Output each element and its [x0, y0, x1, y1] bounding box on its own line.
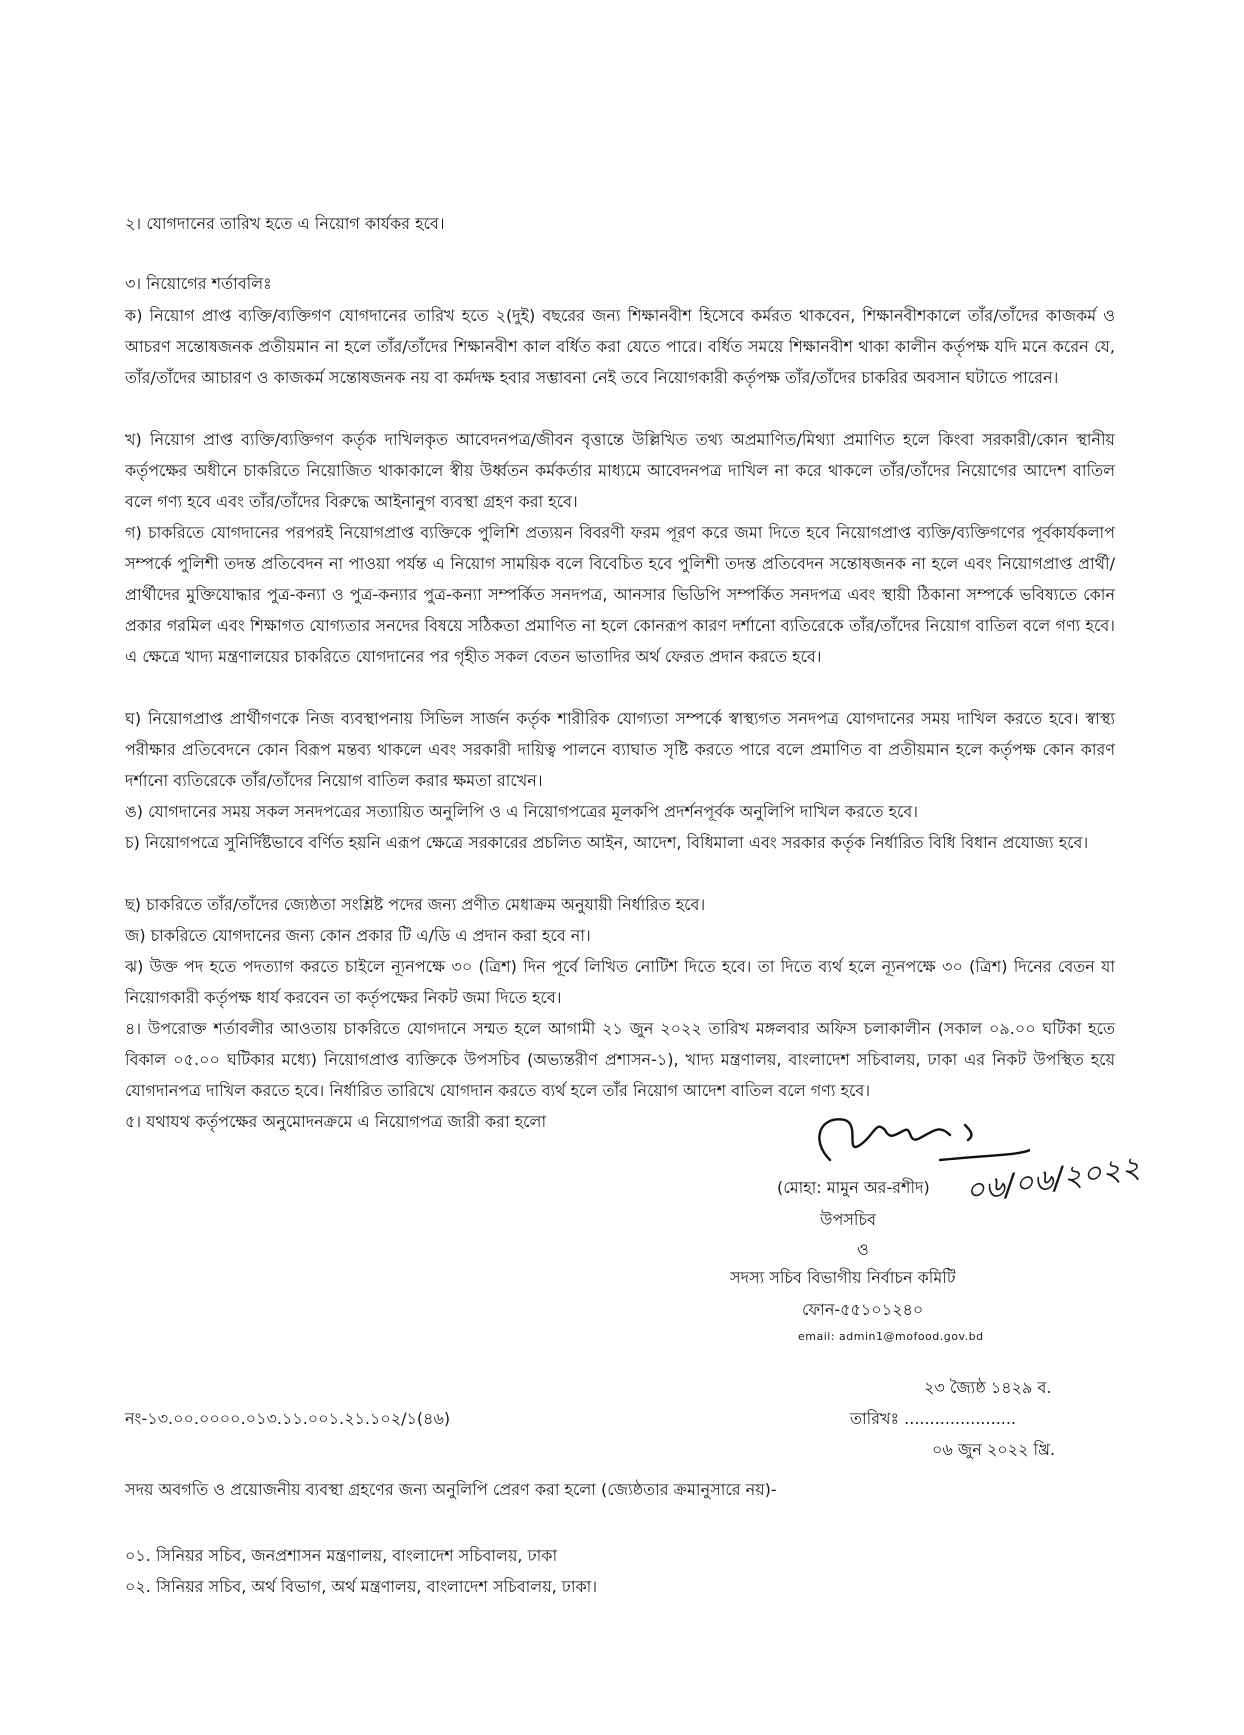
signatory-phone: ফোন-৫৫১০১২৪০: [802, 1300, 924, 1319]
signatory-and: ও: [857, 1240, 869, 1259]
clause-5: ৫। যথাযথ কর্তৃপক্ষের অনুমোদনক্রমে এ নিয়োগপত্র জারী করা হলো: [125, 1112, 547, 1131]
cc-item-1: ০১. সিনিয়র সচিব, জনপ্রশাসন মন্ত্রণালয়, বাংলাদেশ সচিবালয়, ঢাকা: [125, 1546, 558, 1565]
condition-jha: ঝ) উক্ত পদ হতে পদত্যাগ করতে চাইলে ন্যূনপক্ষে ৩০ (ত্রিশ) দিন পূর্বে লিখিত নোটিশ দিতে হবে। তা দিতে ব্যর্থ হলে ন্যূনপক্ষে ৩০ (ত্রিশ) দিনের বেতন যা নিয়োগকারী কর্তৃপক্ষ ধার্য করবেন তা কর্তৃপক্ষের নিকট জমা দিতে হবে।: [125, 957, 1115, 1007]
condition-ja: জ) চাকরিতে যোগদানের জন্য কোন প্রকার টি এ/ডি এ প্রদান করা হবে না।: [125, 926, 591, 945]
condition-uma: ঙ) যোগদানের সময় সকল সনদপত্রের সত্যায়িত অনুলিপি ও এ নিয়োগপত্রের মূলকপি প্রদর্শনপূর্বক অনুলিপি দাখিল করতে হবে।: [125, 802, 919, 821]
condition-ga: গ) চাকরিতে যোগদানের পরপরই নিয়োগপ্রাপ্ত ব্যক্তিকে পুলিশি প্রত্যয়ন বিবরণী ফরম পূরণ করে জমা দিতে হবে নিয়োগপ্রাপ্ত ব্যক্তি/ব্যক্তিগণের পূর্বকার্যকলাপ সম্পর্কে পুলিশী তদন্ত প্রতিবেদন না পাওয়া পর্যন্ত এ নিয়োগ সাময়িক বলে বিবেচিত হবে পুলিশী তদন্ত প্রতিবেদন সন্তোষজনক না হলে এবং নিয়োগপ্রাপ্ত প্রার্থী/প্রার্থীদের মুক্তিযোদ্ধার পুত্র-কন্যা ও পুত্র-কন্যার পুত্র-কন্যা সম্পর্কিত সনদপত্র, আনসার ভিডিপি সম্পর্কিত সনদপত্র এবং স্থায়ী ঠিকানা সম্পর্কে ভবিষ্যতে কোন প্রকার গরমিল এবং শিক্ষাগত যোগ্যতার সনদের বিষয়ে সঠিকতা প্রমাণিত না হলে কোনরূপ কারণ দর্শানো ব্যতিরেকে তাঁর/তাঁদের নিয়োগ বাতিল বলে গণ্য হবে। এ ক্ষেত্রে খাদ্য মন্ত্রণালয়ের চাকরিতে যোগদানের পর গৃহীত সকল বেতন ভাতাদির অর্থ ফেরত প্রদান করতে হবে।: [125, 523, 1115, 666]
condition-ka: ক) নিয়োগ প্রাপ্ত ব্যক্তি/ব্যক্তিগণ যোগদানের তারিখ হতে ২(দুই) বছরের জন্য শিক্ষানবীশ হিসেবে কর্মরত থাকবেন, শিক্ষানবীশকালে তাঁর/তাঁদের কাজকর্ম ও আচরণ সন্তোষজনক প্রতীয়মান না হলে তাঁর/তাঁদের শিক্ষানবীশ কাল বর্ধিত করা যেতে পারে। বর্ধিত সময়ে শিক্ষানবীশ থাকা কালীন কর্তৃপক্ষ যদি মনে করেন যে, তাঁর/তাঁদের আচারণ ও কাজকর্ম সন্তোষজনক নয় বা কর্মদক্ষ হবার সম্ভাবনা নেই তবে নিয়োগকারী কর্তৃপক্ষ তাঁর/তাঁদের চাকরির অবসান ঘটাতে পারেন।: [125, 306, 1115, 387]
memo-number: নং-১৩.০০.০০০০.০১৩.১১.০০১.২১.১০২/১(৪৬): [125, 1409, 451, 1428]
condition-kha: খ) নিয়োগ প্রাপ্ত ব্যক্তি/ব্যক্তিগণ কর্তৃক দাখিলকৃত আবেদনপত্র/জীবন বৃত্তান্তে উল্লিখিত তথ্য অপ্রমাণিত/মিথ্যা প্রমাণিত হলে কিংবা সরকারী/কোন স্থানীয় কর্তৃপক্ষের অধীনে চাকরিতে নিয়োজিত থাকাকালে স্বীয় উর্ধ্বতন কর্মকর্তার মাধ্যমে আবেদনপত্র দাখিল না করে থাকলে তাঁর/তাঁদের নিয়োগের আদেশ বাতিল বলে গণ্য হবে এবং তাঁর/তাঁদের বিরুদ্ধে আইনানুগ ব্যবস্থা গ্রহণ করা হবে।: [125, 430, 1115, 511]
date-label: তারিখঃ ......................: [850, 1409, 1017, 1428]
cc-item-2: ০২. সিনিয়র সচিব, অর্থ বিভাগ, অর্থ মন্ত্রণালয়, বাংলাদেশ সচিবালয়, ঢাকা।: [125, 1577, 598, 1596]
clause-2: ২। যোগদানের তারিখ হতে এ নিয়োগ কার্যকর হবে।: [125, 214, 445, 233]
condition-ca: চ) নিয়োগপত্রে সুনির্দিষ্টভাবে বর্ণিত হয়নি এরূপ ক্ষেত্রে সরকারের প্রচলিত আইন, আদেশ, বিধিমালা এবং সরকার কর্তৃক নির্ধারিত বিধি বিধান প্রযোজ্য হবে।: [125, 833, 1089, 852]
cc-intro: সদয় অবগতি ও প্রয়োজনীয় ব্যবস্থা গ্রহণের জন্য অনুলিপি প্রেরণ করা হলো (জ্যেষ্ঠতার ক্রমানুসারে নয়)-: [125, 1480, 777, 1499]
date-english: ০৬ জুন ২০২২ খ্রি.: [932, 1440, 1056, 1459]
condition-cha: ছ) চাকরিতে তাঁর/তাঁদের জ্যেষ্ঠতা সংশ্লিষ্ট পদের জন্য প্রণীত মেধাক্রম অনুযায়ী নির্ধারিত হবে।: [125, 895, 706, 914]
handwritten-date: ০৬/০৬/২০২২: [963, 1149, 1143, 1210]
clause-3-heading: ৩। নিয়োগের শর্তাবলিঃ: [125, 274, 272, 293]
signatory-email: email: admin1@mofood.gov.bd: [798, 1330, 984, 1343]
signatory-name: (মোহা: মামুন অর-রশীদ): [777, 1178, 930, 1197]
signatory-member-secretary: সদস্য সচিব বিভাগীয় নির্বাচন কমিটি: [730, 1268, 956, 1287]
condition-gha: ঘ) নিয়োগপ্রাপ্ত প্রার্থীগণকে নিজ ব্যবস্থাপনায় সিভিল সার্জন কর্তৃক শারীরিক যোগ্যতা সম্পর্কে স্বাস্থ্যগত সনদপত্র যোগদানের সময় দাখিল করতে হবে। স্বাস্থ্য পরীক্ষার প্রতিবেদনে কোন বিরূপ মন্তব্য থাকলে এবং সরকারী দায়িত্ব পালনে ব্যাঘাত সৃষ্টি করতে পারে বলে প্রমাণিত বা প্রতীয়মান হলে কর্তৃপক্ষ কোন কারণ দর্শানো ব্যতিরেকে তাঁর/তাঁদের নিয়োগ বাতিল করার ক্ষমতা রাখেন।: [125, 709, 1115, 790]
clause-4: ৪। উপরোক্ত শর্তাবলীর আওতায় চাকরিতে যোগদানে সম্মত হলে আগামী ২১ জুন ২০২২ তারিখ মঙ্গলবার অফিস চলাকালীন (সকাল ০৯.০০ ঘটিকা হতে বিকাল ০৫.০০ ঘটিকার মধ্যে) নিয়োগপ্রাপ্ত ব্যক্তিকে উপসচিব (অভ্যন্তরীণ প্রশাসন-১), খাদ্য মন্ত্রণালয়, বাংলাদেশ সচিবালয়, ঢাকা এর নিকট উপস্থিত হয়ে যোগদানপত্র দাখিল করতে হবে। নির্ধারিত তারিখে যোগদান করতে ব্যর্থ হলে তাঁর নিয়োগ আদেশ বাতিল বলে গণ্য হবে।: [125, 1019, 1115, 1100]
date-bangla: ২৩ জ্যৈষ্ঠ ১৪২৯ ব.: [924, 1378, 1052, 1397]
signatory-designation: উপসচিব: [820, 1210, 877, 1229]
